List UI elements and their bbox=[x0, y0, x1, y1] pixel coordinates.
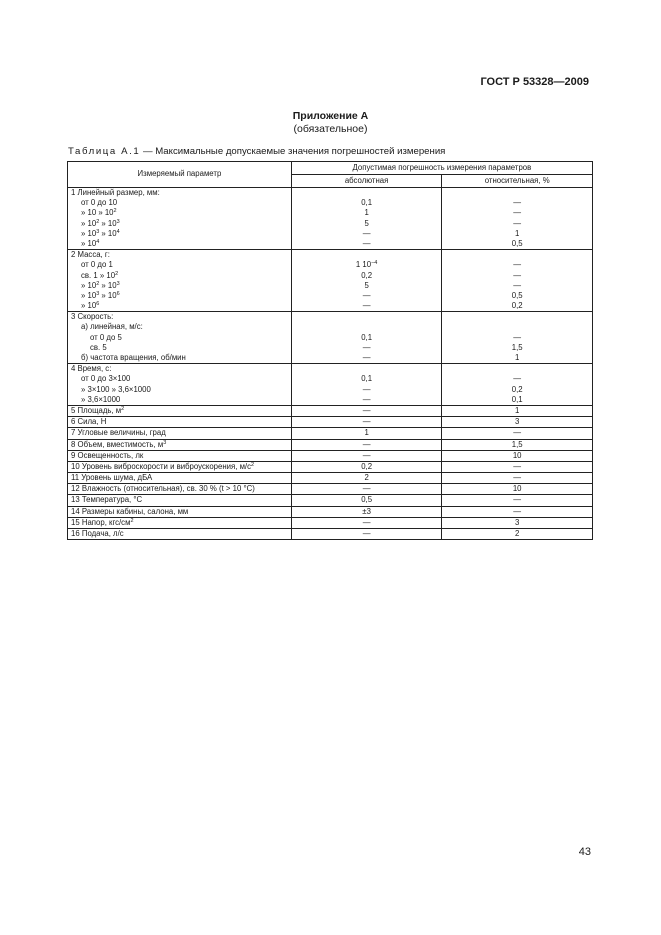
param-cell bbox=[68, 428, 292, 439]
rel-cell bbox=[442, 484, 593, 495]
abs-cell bbox=[291, 461, 442, 472]
abs-text: 0,2 bbox=[361, 461, 373, 471]
rel-value bbox=[445, 364, 589, 374]
param-text: 7 Угловые величины, град bbox=[71, 428, 166, 438]
rel-text: 1 bbox=[515, 353, 520, 362]
abs-cell bbox=[291, 495, 442, 506]
superscript: 3 bbox=[96, 290, 100, 297]
abs-text: 0,1 bbox=[361, 198, 373, 208]
superscript: 3 bbox=[96, 228, 100, 235]
table-row bbox=[68, 364, 593, 406]
param-text: 11 Уровень шума, дБА bbox=[71, 473, 153, 483]
abs-value bbox=[295, 239, 439, 249]
abs-cell bbox=[291, 188, 442, 250]
table-body bbox=[68, 188, 593, 540]
rel-value bbox=[445, 484, 589, 494]
abs-value bbox=[295, 260, 439, 270]
param-text: 4 Время, с: bbox=[71, 364, 112, 374]
rel-value bbox=[445, 260, 589, 270]
table-row bbox=[68, 450, 593, 461]
param-line bbox=[71, 507, 288, 517]
param-text: св. 1 » 10 bbox=[81, 270, 116, 280]
rel-value bbox=[445, 507, 589, 517]
abs-text: — bbox=[362, 439, 371, 449]
abs-cell bbox=[291, 417, 442, 428]
abs-value bbox=[295, 208, 439, 218]
table-row bbox=[68, 405, 593, 416]
param-text: 3 Скорость: bbox=[71, 312, 114, 322]
rel-text: 0,2 bbox=[511, 384, 523, 394]
param-text: » 10 bbox=[81, 290, 97, 300]
abs-value bbox=[295, 301, 439, 311]
header-param: Измеряемый параметр bbox=[68, 162, 292, 188]
param-line bbox=[71, 188, 288, 198]
rel-value bbox=[445, 440, 589, 450]
abs-text: — bbox=[362, 417, 371, 427]
rel-value bbox=[445, 281, 589, 291]
abs-text: — bbox=[362, 342, 371, 352]
abs-text: 0,5 bbox=[361, 495, 373, 505]
rel-value bbox=[445, 312, 589, 322]
param-text: 2 Масса, г: bbox=[71, 250, 110, 260]
abs-value bbox=[295, 312, 439, 322]
rel-text: — bbox=[513, 428, 522, 438]
param-cell bbox=[68, 529, 292, 540]
rel-value bbox=[445, 208, 589, 218]
param-text: » 10 bbox=[99, 218, 117, 228]
abs-text: — bbox=[362, 228, 371, 238]
rel-text: 0,1 bbox=[511, 394, 523, 404]
param-line bbox=[71, 374, 288, 384]
error-limits-table bbox=[67, 161, 593, 540]
superscript: 3 bbox=[116, 280, 120, 287]
abs-cell bbox=[291, 312, 442, 364]
param-text: » 10 bbox=[99, 280, 117, 290]
param-line bbox=[71, 250, 288, 260]
abs-value bbox=[295, 406, 439, 416]
param-line bbox=[71, 385, 288, 395]
param-cell bbox=[68, 312, 292, 364]
abs-cell bbox=[291, 364, 442, 406]
param-cell bbox=[68, 405, 292, 416]
abs-text: 5 bbox=[364, 280, 369, 290]
param-text: от 0 до 1 bbox=[81, 260, 113, 270]
abs-value bbox=[295, 374, 439, 384]
superscript: 2 bbox=[96, 280, 100, 287]
param-text: 5 Площадь, м bbox=[71, 405, 122, 415]
table-row bbox=[68, 495, 593, 506]
abs-text: — bbox=[362, 290, 371, 300]
param-text: 10 Уровень виброскорости и виброускорения, м/с bbox=[71, 461, 251, 471]
rel-cell bbox=[442, 473, 593, 484]
superscript: 2 bbox=[121, 405, 125, 412]
rel-text: — bbox=[513, 270, 522, 280]
rel-value bbox=[445, 271, 589, 281]
abs-value bbox=[295, 484, 439, 494]
abs-value bbox=[295, 322, 439, 332]
param-line bbox=[71, 417, 288, 427]
table-row bbox=[68, 529, 593, 540]
rel-cell bbox=[442, 506, 593, 517]
superscript: 2 bbox=[130, 517, 134, 524]
abs-cell bbox=[291, 517, 442, 528]
rel-value bbox=[445, 451, 589, 461]
param-line bbox=[71, 260, 288, 270]
rel-text: — bbox=[513, 208, 522, 218]
table-row bbox=[68, 439, 593, 450]
table-row bbox=[68, 188, 593, 250]
rel-text: — bbox=[513, 198, 522, 208]
rel-value bbox=[445, 353, 589, 363]
abs-text: 5 bbox=[364, 218, 369, 228]
param-line bbox=[71, 198, 288, 208]
param-cell bbox=[68, 250, 292, 312]
param-line bbox=[71, 343, 288, 353]
abs-text: 1 10 bbox=[355, 260, 372, 270]
rel-text: 10 bbox=[512, 450, 522, 460]
param-text: 15 Напор, кгс/см bbox=[71, 517, 131, 527]
rel-text: — bbox=[513, 506, 522, 516]
abs-value bbox=[295, 440, 439, 450]
abs-value bbox=[295, 281, 439, 291]
rel-text: 0,5 bbox=[511, 290, 523, 300]
param-line bbox=[71, 281, 288, 291]
rel-text: 2 bbox=[515, 529, 520, 538]
param-line bbox=[71, 208, 288, 218]
param-text: от 0 до 10 bbox=[81, 198, 118, 208]
param-text: 9 Освещенность, лк bbox=[71, 450, 144, 460]
rel-text: — bbox=[513, 218, 522, 228]
abs-text: — bbox=[362, 405, 371, 415]
abs-value bbox=[295, 385, 439, 395]
rel-text: — bbox=[513, 473, 522, 483]
param-line bbox=[71, 529, 288, 539]
rel-cell bbox=[442, 529, 593, 540]
rel-cell bbox=[442, 495, 593, 506]
header-abs: абсолютная bbox=[291, 175, 442, 188]
table-row bbox=[68, 473, 593, 484]
param-cell bbox=[68, 439, 292, 450]
param-text: 13 Температура, °С bbox=[71, 495, 143, 505]
table-row bbox=[68, 517, 593, 528]
superscript: 2 bbox=[115, 270, 119, 277]
abs-value bbox=[295, 428, 439, 438]
rel-cell bbox=[442, 312, 593, 364]
rel-value bbox=[445, 374, 589, 384]
abs-text: — bbox=[362, 353, 371, 362]
param-text: » 10 bbox=[99, 228, 117, 238]
rel-value bbox=[445, 343, 589, 353]
rel-cell bbox=[442, 517, 593, 528]
param-cell bbox=[68, 473, 292, 484]
abs-value bbox=[295, 529, 439, 539]
abs-value bbox=[295, 364, 439, 374]
appendix-title: Приложение А bbox=[292, 110, 369, 122]
rel-cell bbox=[442, 364, 593, 406]
rel-text: 0,2 bbox=[511, 301, 523, 311]
rel-text: — bbox=[513, 374, 522, 384]
param-text: 8 Объем, вместимость, м bbox=[71, 439, 164, 449]
param-line bbox=[71, 229, 288, 239]
abs-value bbox=[295, 353, 439, 363]
rel-value bbox=[445, 301, 589, 311]
rel-value bbox=[445, 529, 589, 539]
abs-value bbox=[295, 250, 439, 260]
rel-value bbox=[445, 333, 589, 343]
param-line bbox=[71, 239, 288, 249]
abs-value bbox=[295, 395, 439, 405]
abs-cell bbox=[291, 529, 442, 540]
abs-cell bbox=[291, 250, 442, 312]
superscript: 4 bbox=[116, 228, 120, 235]
abs-text: 0,1 bbox=[361, 374, 373, 384]
rel-text: — bbox=[513, 332, 522, 342]
param-line bbox=[71, 440, 288, 450]
param-text: 1 Линейный размер, мм: bbox=[71, 188, 160, 197]
rel-text: 3 bbox=[515, 517, 520, 527]
param-line bbox=[71, 484, 288, 494]
rel-value bbox=[445, 229, 589, 239]
superscript: 6 bbox=[96, 301, 100, 308]
abs-value bbox=[295, 495, 439, 505]
table-row bbox=[68, 250, 593, 312]
rel-cell bbox=[442, 250, 593, 312]
rel-value bbox=[445, 219, 589, 229]
param-text: » 10 bbox=[81, 280, 97, 290]
abs-text: 2 bbox=[364, 473, 369, 483]
rel-cell bbox=[442, 428, 593, 439]
header-rel: относительная, % bbox=[442, 175, 593, 188]
table-row bbox=[68, 428, 593, 439]
abs-value bbox=[295, 198, 439, 208]
param-text: 14 Размеры кабины, салона, мм bbox=[71, 506, 189, 516]
param-text: 6 Сила, Н bbox=[71, 417, 107, 427]
abs-text: 1 bbox=[364, 428, 369, 438]
rel-value bbox=[445, 395, 589, 405]
param-cell bbox=[68, 495, 292, 506]
rel-text: 1,5 bbox=[511, 342, 523, 352]
rel-text: 10 bbox=[512, 484, 522, 494]
rel-value bbox=[445, 291, 589, 301]
param-line bbox=[71, 395, 288, 405]
rel-text: 0,5 bbox=[511, 238, 523, 248]
rel-text: 1 bbox=[515, 228, 520, 238]
abs-value bbox=[295, 451, 439, 461]
rel-value bbox=[445, 188, 589, 198]
param-cell bbox=[68, 364, 292, 406]
param-line bbox=[71, 462, 288, 472]
rel-text: — bbox=[513, 461, 522, 471]
table-row bbox=[68, 312, 593, 364]
param-cell bbox=[68, 417, 292, 428]
table-row bbox=[68, 417, 593, 428]
param-text: » 3,6×1000 bbox=[81, 394, 121, 404]
param-cell bbox=[68, 461, 292, 472]
abs-value bbox=[295, 291, 439, 301]
rel-cell bbox=[442, 461, 593, 472]
header-group: Допустимая погрешность измерения параметров bbox=[291, 162, 592, 175]
param-line bbox=[71, 291, 288, 301]
param-line bbox=[71, 353, 288, 363]
rel-cell bbox=[442, 439, 593, 450]
rel-value bbox=[445, 518, 589, 528]
param-text: » 10 bbox=[81, 218, 97, 228]
param-line bbox=[71, 473, 288, 483]
param-line bbox=[71, 301, 288, 311]
param-line bbox=[71, 312, 288, 322]
param-line bbox=[71, 271, 288, 281]
abs-cell bbox=[291, 450, 442, 461]
abs-text: — bbox=[362, 529, 371, 538]
rel-text: — bbox=[513, 495, 522, 505]
abs-value bbox=[295, 462, 439, 472]
abs-value bbox=[295, 229, 439, 239]
abs-text: — bbox=[362, 384, 371, 394]
param-cell bbox=[68, 506, 292, 517]
superscript: 2 bbox=[113, 208, 117, 215]
param-line bbox=[71, 451, 288, 461]
rel-value bbox=[445, 462, 589, 472]
abs-value bbox=[295, 188, 439, 198]
rel-text: — bbox=[513, 260, 522, 270]
abs-text: — bbox=[362, 394, 371, 404]
rel-value bbox=[445, 417, 589, 427]
abs-value bbox=[295, 271, 439, 281]
param-text: » 10 bbox=[81, 301, 97, 311]
param-text: от 0 до 5 bbox=[90, 332, 122, 342]
param-cell bbox=[68, 517, 292, 528]
param-line bbox=[71, 322, 288, 332]
param-line bbox=[71, 428, 288, 438]
param-line bbox=[71, 495, 288, 505]
superscript: 4 bbox=[96, 238, 100, 245]
param-cell bbox=[68, 484, 292, 495]
param-text: » 10 bbox=[81, 228, 97, 238]
param-cell bbox=[68, 450, 292, 461]
abs-cell bbox=[291, 506, 442, 517]
param-line bbox=[71, 219, 288, 229]
param-text: » 10 » 10 bbox=[81, 208, 114, 218]
abs-text: — bbox=[362, 238, 371, 248]
table-row bbox=[68, 506, 593, 517]
rel-cell bbox=[442, 405, 593, 416]
param-text: б) частота вращения, об/мин bbox=[81, 353, 186, 362]
abs-cell bbox=[291, 473, 442, 484]
param-text: » 10 bbox=[81, 238, 97, 248]
abs-text: — bbox=[362, 517, 371, 527]
abs-text: — bbox=[362, 301, 371, 311]
param-text: 12 Влажность (относительная), св. 30 % (t > 10 °С) bbox=[71, 484, 255, 494]
abs-value bbox=[295, 473, 439, 483]
abs-value bbox=[295, 333, 439, 343]
document-standard-number: ГОСТ Р 53328—2009 bbox=[480, 76, 589, 88]
abs-cell bbox=[291, 439, 442, 450]
rel-cell bbox=[442, 450, 593, 461]
rel-cell bbox=[442, 417, 593, 428]
param-text: от 0 до 3×100 bbox=[81, 374, 131, 384]
abs-text: — bbox=[362, 450, 371, 460]
superscript: 3 bbox=[116, 218, 120, 225]
table-caption-lead: Таблица А.1 bbox=[68, 146, 141, 157]
rel-cell bbox=[442, 188, 593, 250]
param-text: св. 5 bbox=[90, 342, 107, 352]
rel-value bbox=[445, 322, 589, 332]
superscript: 2 bbox=[96, 218, 100, 225]
param-text: » 3×100 » 3,6×1000 bbox=[81, 384, 151, 394]
superscript: 2 bbox=[251, 461, 255, 468]
rel-value bbox=[445, 428, 589, 438]
abs-text: ±3 bbox=[362, 506, 371, 516]
table-row bbox=[68, 484, 593, 495]
param-cell bbox=[68, 188, 292, 250]
page-number: 43 bbox=[578, 846, 591, 858]
abs-text: — bbox=[362, 484, 371, 494]
rel-value bbox=[445, 239, 589, 249]
superscript: 6 bbox=[116, 290, 120, 297]
table-row bbox=[68, 461, 593, 472]
abs-value bbox=[295, 343, 439, 353]
abs-cell bbox=[291, 428, 442, 439]
param-line bbox=[71, 518, 288, 528]
abs-cell bbox=[291, 484, 442, 495]
rel-text: 1 bbox=[515, 405, 520, 415]
abs-text: 0,1 bbox=[361, 332, 373, 342]
appendix-subtitle: (обязательное) bbox=[293, 123, 368, 135]
rel-value bbox=[445, 473, 589, 483]
rel-value bbox=[445, 406, 589, 416]
param-line bbox=[71, 333, 288, 343]
rel-text: 1,5 bbox=[511, 439, 523, 449]
table-caption bbox=[68, 146, 445, 157]
table-caption-text: — Максимальные допускаемые значения погрешностей измерения bbox=[140, 146, 446, 157]
abs-text: 0,2 bbox=[361, 270, 373, 280]
superscript: 3 bbox=[163, 439, 167, 446]
rel-value bbox=[445, 250, 589, 260]
rel-text: — bbox=[513, 280, 522, 290]
param-text: 16 Подача, л/с bbox=[71, 529, 124, 538]
abs-cell bbox=[291, 405, 442, 416]
abs-value bbox=[295, 518, 439, 528]
abs-text: 1 bbox=[364, 208, 369, 218]
abs-value bbox=[295, 417, 439, 427]
param-line bbox=[71, 364, 288, 374]
rel-value bbox=[445, 198, 589, 208]
param-line bbox=[71, 406, 288, 416]
param-text: » 10 bbox=[99, 290, 117, 300]
rel-value bbox=[445, 385, 589, 395]
rel-text: 3 bbox=[515, 417, 520, 427]
superscript: −4 bbox=[371, 260, 378, 267]
abs-value bbox=[295, 507, 439, 517]
rel-value bbox=[445, 495, 589, 505]
param-text: а) линейная, м/с: bbox=[81, 322, 143, 332]
abs-value bbox=[295, 219, 439, 229]
